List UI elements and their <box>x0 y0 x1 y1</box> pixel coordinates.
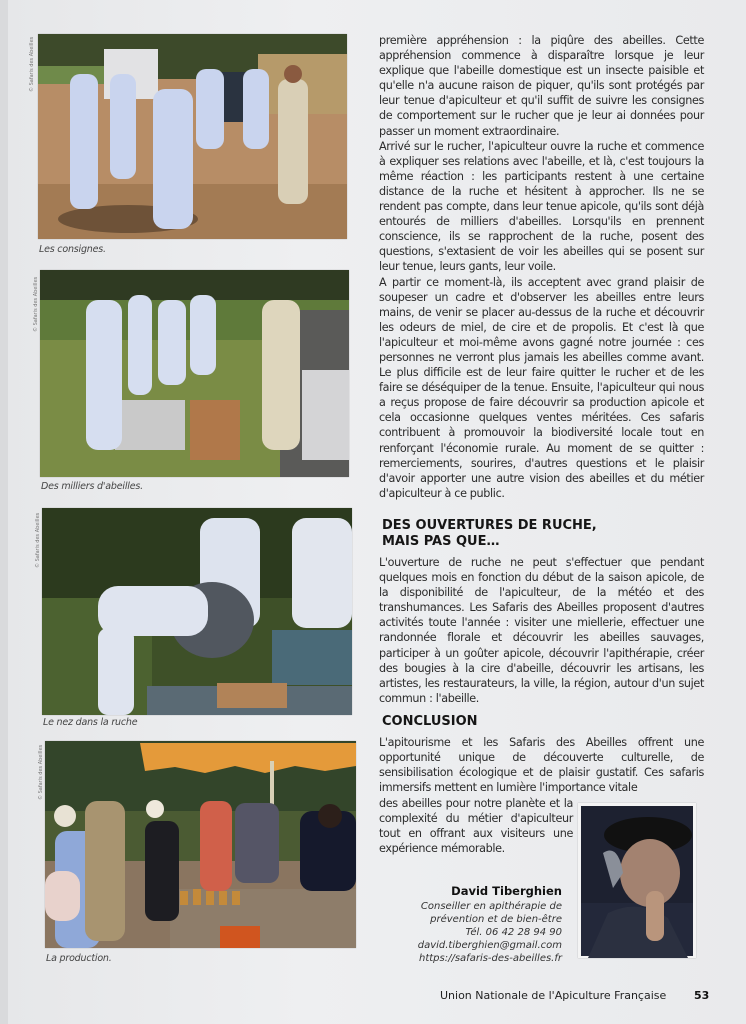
conclusion-text-full-width: L'apitourisme et les Safaris des Abeilles offrent une opportunité unique de découverte culturelle, de sensibilisation écologique et de plaisir gustatif. Ces safaris immersifs mettent en lumière l'importance vitale <box>379 736 704 795</box>
photo-caption: La production. <box>46 953 112 964</box>
photo-instructions <box>38 34 347 239</box>
article-paragraph: A partir ce moment-là, ils acceptent avec grand plaisir de soupeser un cadre et d'observer les abeilles entre leurs mains, de venir se placer au-dessus de la ruche et découvrir les odeurs de miel, de cire et de propolis. Et c'est là que l'apiculteur et moi-même avons gagné notre journée : ces personnes ne verront plus jamais les abeilles comme avant. Le plus difficile est de leur faire quitter le rucher et de les faire se déséquiper de la tenue. Ensuite, l'apiculteur qui nous a reçus propose de faire découvrir sa production apicole et cela occasionne quelques ventes méritées. Ces safaris contribuent à promouvoir la biodiversité locale tout en renforçant l'économie rurale. Au moment de se quitter : remerciements, sourires, d'autres questions et le plaisir d'avoir apporter une autre vision des abeilles et du métier d'apiculteur à ce public. <box>379 275 704 500</box>
photo-caption: Des milliers d'abeilles. <box>41 481 143 492</box>
author-website-link[interactable]: https://safaris-des-abeilles.fr <box>419 953 562 964</box>
photo-production-image <box>45 741 356 948</box>
author-email-link[interactable]: david.tiberghien@gmail.com <box>417 940 562 951</box>
photo-hive-image <box>42 508 352 715</box>
photo-credit: © Safaris des Abeilles <box>29 36 35 92</box>
author-title: prévention et de bien-être <box>430 914 562 925</box>
photo-credit: © Safaris des Abeilles <box>33 276 39 332</box>
section-heading-conclusion: CONCLUSION <box>382 714 478 729</box>
photo-nose-in-the-hive <box>42 508 352 715</box>
author-title: Conseiller en apithérapie de <box>420 901 562 912</box>
author-portrait <box>578 803 696 958</box>
photo-bees-image <box>40 270 349 477</box>
author-portrait-image <box>578 803 696 958</box>
article-paragraph: L'ouverture de ruche ne peut s'effectuer que pendant quelques mois en fonction du début de la saison apicole, de la disponibilité de l'apiculteur, de la météo et des transhumances. Les Safaris des Abeilles proposent d'autres activités toute l'année : visiter une miellerie, effectuer une randonnée florale et découvrir les abeilles sauvages, participer à un goûter apicole, découvrir l'apithérapie, créer des bougies à la cire d'abeille, découvrir les artisans, les artistes, les restaurateurs, la ville, la région, autour d'un sujet commun : l'abeille. <box>379 556 704 705</box>
conclusion-text-narrow: des abeilles pour notre planète et la complexité du métier d'apiculteur tout en offrant aux visiteurs une expérience mémorable. <box>379 797 573 856</box>
photo-thousands-of-bees <box>40 270 349 477</box>
author-signature <box>418 885 562 965</box>
magazine-page <box>8 0 746 1024</box>
author-name: David Tiberghien <box>451 884 562 898</box>
photo-caption: Le nez dans la ruche <box>43 717 138 728</box>
article-section-hive-openings <box>379 555 704 706</box>
article-paragraph: Arrivé sur le rucher, l'apiculteur ouvre la ruche et commence à expliquer ses relations avec l'abeille, et là, c'est toujours la même réaction : les participants restent à une certaine distance de la ruche et hésitent à approcher. Ils ne se rendent pas compte, dans leur tenue apicole, qu'ils sont déjà entourés de milliers d'abeilles. Lorsqu'ils en prennent conscience, ils se rapprochent de la ruche, posent des questions, s'extasient de voir les abeilles qui se posent sur leur tenue, leurs gants, leur voile. <box>379 139 704 274</box>
author-phone: Tél. 06 42 28 94 90 <box>465 927 562 938</box>
photo-credit: © Safaris des Abeilles <box>38 744 44 800</box>
page-number: 53 <box>694 989 710 1002</box>
article-paragraph: première appréhension : la piqûre des abeilles. Cette appréhension commence à disparaître lorsque je leur explique que l'abeille domestique est un insecte paisible et qu'elle n'a aucune raison de piquer, qu'ils sont protégés par leur tenue d'apiculteur et qu'il suffit de suivre les consignes de comportement sur le rucher que je leur ai données pour passer un moment extraordinaire. <box>379 34 704 138</box>
photo-credit: © Safaris des Abeilles <box>35 512 41 568</box>
footer-publication: Union Nationale de l'Apiculture Française <box>440 989 667 1002</box>
photo-production <box>45 741 356 948</box>
photo-caption: Les consignes. <box>39 244 106 255</box>
section-heading-hive-openings: DES OUVERTURES DE RUCHE, MAIS PAS QUE… <box>382 518 597 549</box>
photo-instructions-image <box>38 34 347 239</box>
article-column-top <box>379 33 704 501</box>
